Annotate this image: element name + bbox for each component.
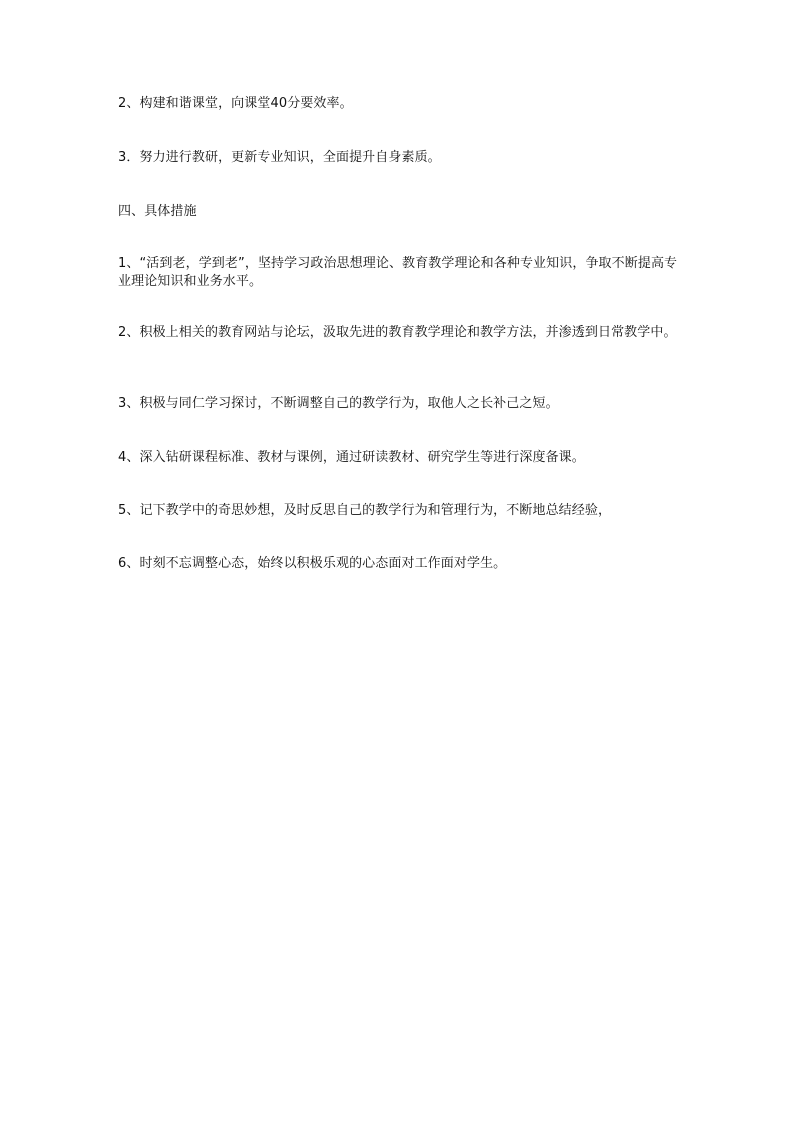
paragraph-measure-6: 6、时刻不忘调整心态，始终以积极乐观的心态面对工作面对学生。 — [118, 556, 507, 571]
paragraph-measure-1: 1、“活到老，学到老”，坚持学习政治思想理论、教育教学理论和各种专业知识，争取不断提高专业理论知识和业务水平。 — [118, 256, 678, 289]
paragraph-goal-2: 2、构建和谐课堂，向课堂40分要效率。 — [118, 96, 353, 111]
paragraph-measure-4: 4、深入钻研课程标准、教材与课例，通过研读教材、研究学生等进行深度备课。 — [118, 450, 585, 465]
paragraph-goal-3: 3．努力进行教研，更新专业知识，全面提升自身素质。 — [118, 150, 441, 165]
paragraph-measure-5: 5、记下教学中的奇思妙想，及时反思自己的教学行为和管理行为，不断地总结经验， — [118, 503, 612, 518]
paragraph-measure-2: 2、积极上相关的教育网站与论坛，汲取先进的教育教学理论和教学方法，并渗透到日常教学中。 — [118, 325, 677, 340]
section-heading-measures: 四、具体措施 — [118, 204, 197, 219]
paragraph-measure-3: 3、积极与同仁学习探讨，不断调整自己的教学行为，取他人之长补己之短。 — [118, 396, 559, 411]
